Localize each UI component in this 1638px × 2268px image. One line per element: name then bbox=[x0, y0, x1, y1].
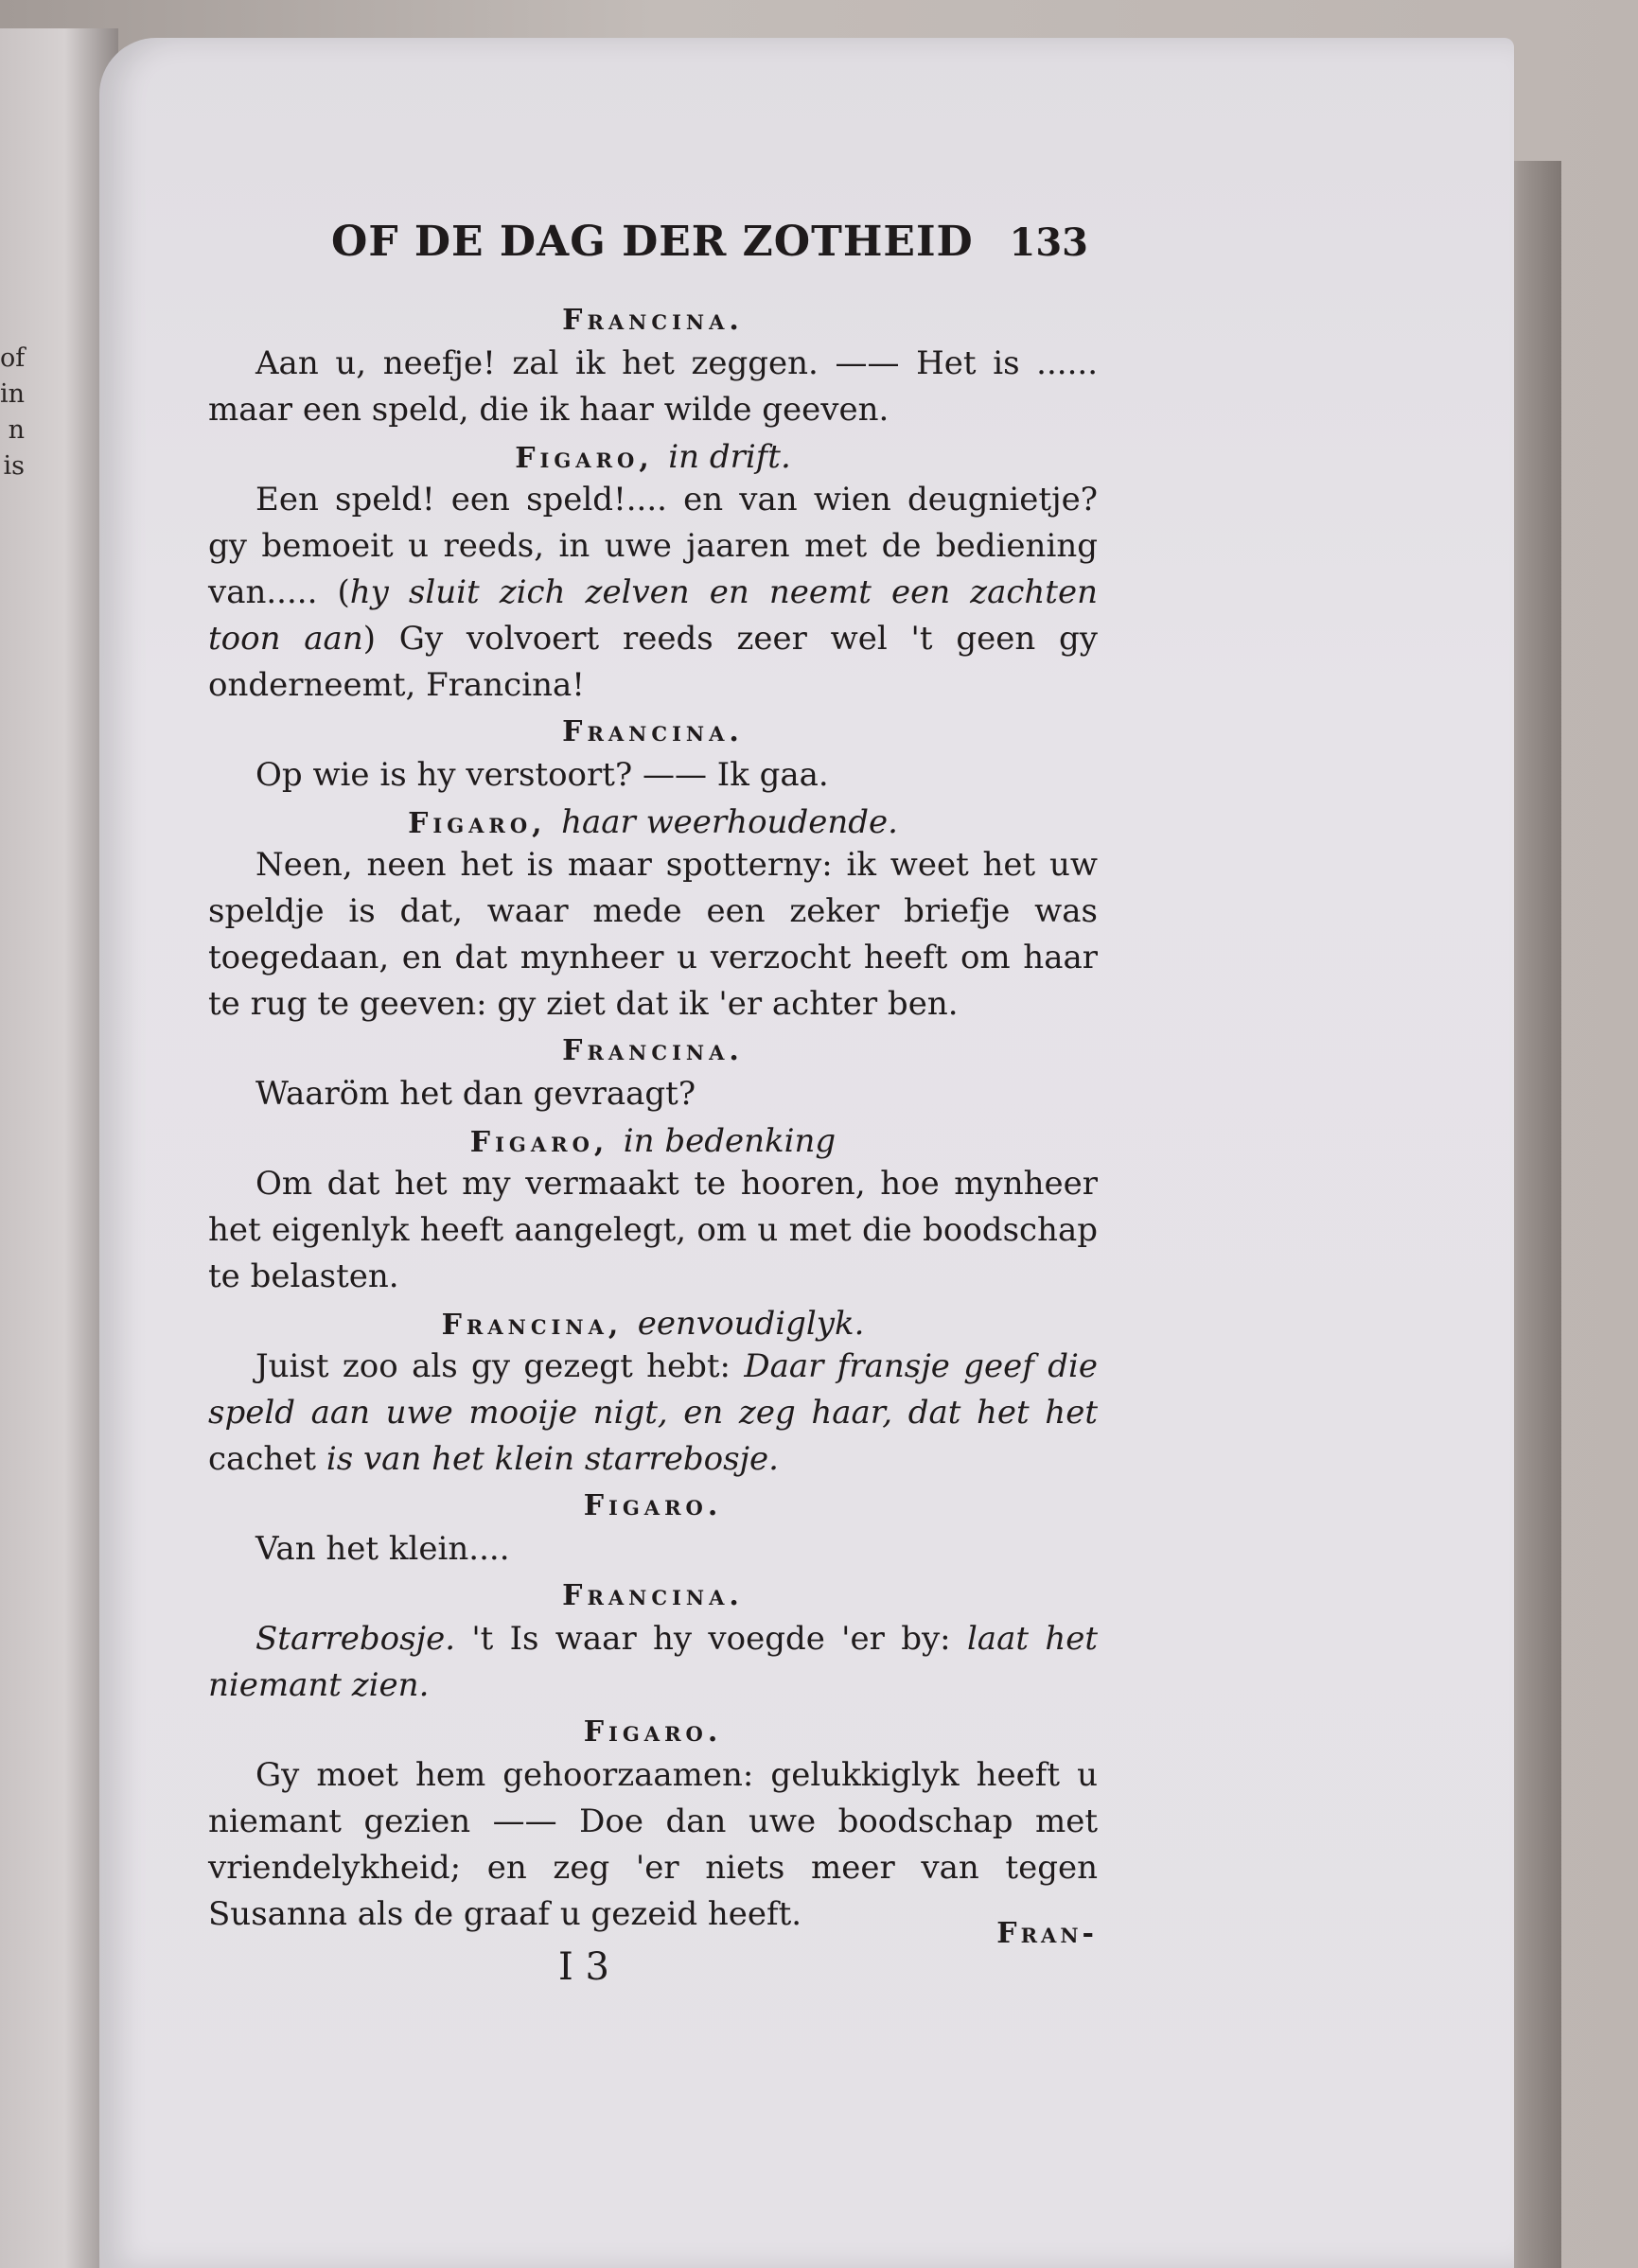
speech-text bbox=[208, 1071, 1098, 1117]
speech-text bbox=[208, 1526, 1098, 1573]
speech-text bbox=[208, 752, 1098, 799]
speaker-name: Francina. bbox=[562, 1034, 744, 1067]
text-segment: Juist zoo als gy gezegt hebt: bbox=[255, 1347, 745, 1385]
speaker-name: Figaro. bbox=[583, 1489, 723, 1522]
speaker-name: Francina. bbox=[562, 304, 744, 337]
speaker-name: Francina, bbox=[441, 1309, 624, 1342]
text-segment: cachet bbox=[208, 1440, 326, 1478]
text-segment: Gy moet hem gehoorzaamen: gelukkiglyk heeft u niemant gezien —— Doe dan uwe boodschap met vriendelykheid; en zeg 'er niets meer van tegen Susanna als de graaf u gezeid heeft. bbox=[208, 1756, 1098, 1933]
speaker-name: Figaro, bbox=[515, 442, 654, 475]
speech-text bbox=[208, 1616, 1098, 1709]
text-segment: Aan u, neefje! zal ik het zeggen. —— Het is ...... maar een speld, die ik haar wilde geeven. bbox=[208, 344, 1098, 429]
speaker-heading bbox=[208, 1031, 1098, 1071]
speaker-heading bbox=[208, 712, 1098, 752]
speaker-heading bbox=[208, 1486, 1098, 1526]
italic-segment: Daar fransje geef die speld aan uwe mooije nigt, en zeg haar, dat het het bbox=[208, 1347, 1098, 1432]
speaker-name: Francina. bbox=[562, 1579, 744, 1612]
text-segment: Waaröm het dan gevraagt? bbox=[255, 1075, 696, 1113]
left-page-text-fragments bbox=[0, 341, 25, 484]
page-number: 133 bbox=[1009, 220, 1088, 265]
left-fragment: is bbox=[3, 451, 25, 481]
dialogue bbox=[208, 301, 1098, 1938]
stage-direction: in bedenking bbox=[623, 1122, 837, 1160]
page-footer bbox=[208, 1917, 1098, 2012]
stage-direction: haar weerhoudende. bbox=[561, 803, 898, 841]
speaker-name: Figaro, bbox=[408, 807, 547, 840]
text-segment: Op wie is hy verstoort? —— Ik gaa. bbox=[255, 756, 829, 794]
text-segment: 't Is waar hy voegde 'er by: bbox=[455, 1620, 967, 1658]
speaker-heading bbox=[208, 1713, 1098, 1752]
speaker-name: Figaro. bbox=[583, 1715, 723, 1749]
left-fragment: n bbox=[8, 415, 25, 445]
stage-direction: eenvoudiglyk. bbox=[637, 1305, 865, 1343]
speech-text bbox=[208, 842, 1098, 1028]
speaker-heading bbox=[208, 1576, 1098, 1616]
running-head bbox=[208, 218, 1098, 293]
stage-direction: in drift. bbox=[668, 438, 791, 476]
speech-text bbox=[208, 1344, 1098, 1483]
running-title: OF DE DAG DER ZOTHEID bbox=[331, 218, 974, 266]
speech-text bbox=[208, 1161, 1098, 1300]
speaker-heading bbox=[208, 1304, 1098, 1344]
catchword: Fran- bbox=[996, 1917, 1098, 1950]
signature-mark: I 3 bbox=[558, 1945, 609, 1989]
page-text bbox=[208, 218, 1098, 2012]
left-fragment: of bbox=[0, 343, 26, 373]
text-segment: Om dat het my vermaakt te hooren, hoe mynheer het eigenlyk heeft aangelegt, om u met die boodschap te belasten. bbox=[208, 1165, 1098, 1295]
italic-segment: Starrebosje. bbox=[255, 1620, 456, 1658]
speaker-heading bbox=[208, 802, 1098, 842]
italic-segment: hy sluit zich zelven en neemt een zachten toon aan bbox=[208, 573, 1098, 658]
text-segment: ) Gy volvoert reeds zeer wel 't geen gy onderneemt, Francina! bbox=[208, 620, 1099, 704]
speech-text bbox=[208, 477, 1098, 709]
speech-text bbox=[208, 341, 1098, 433]
text-segment: Van het klein.... bbox=[255, 1530, 510, 1568]
italic-segment: laat het niemant zien. bbox=[208, 1620, 1098, 1704]
speaker-name: Figaro, bbox=[469, 1126, 609, 1159]
text-segment: Een speld! een speld!.... en van wien deugnietje? gy bemoeit u reeds, in uwe jaaren met de bediening van..... ( bbox=[208, 481, 1098, 611]
italic-segment: is van het klein starrebosje. bbox=[326, 1440, 779, 1478]
left-fragment: in bbox=[0, 379, 26, 409]
speaker-heading bbox=[208, 301, 1098, 341]
speech-text bbox=[208, 1752, 1098, 1938]
text-segment: Neen, neen het is maar spotterny: ik weet het uw speldje is dat, waar mede een zeker briefje was toegedaan, en dat mynheer u verzocht heeft om haar te rug te geeven: gy ziet dat ik 'er achter ben. bbox=[208, 846, 1098, 1023]
speaker-heading bbox=[208, 1121, 1098, 1161]
speaker-name: Francina. bbox=[562, 715, 744, 748]
speaker-heading bbox=[208, 437, 1098, 477]
